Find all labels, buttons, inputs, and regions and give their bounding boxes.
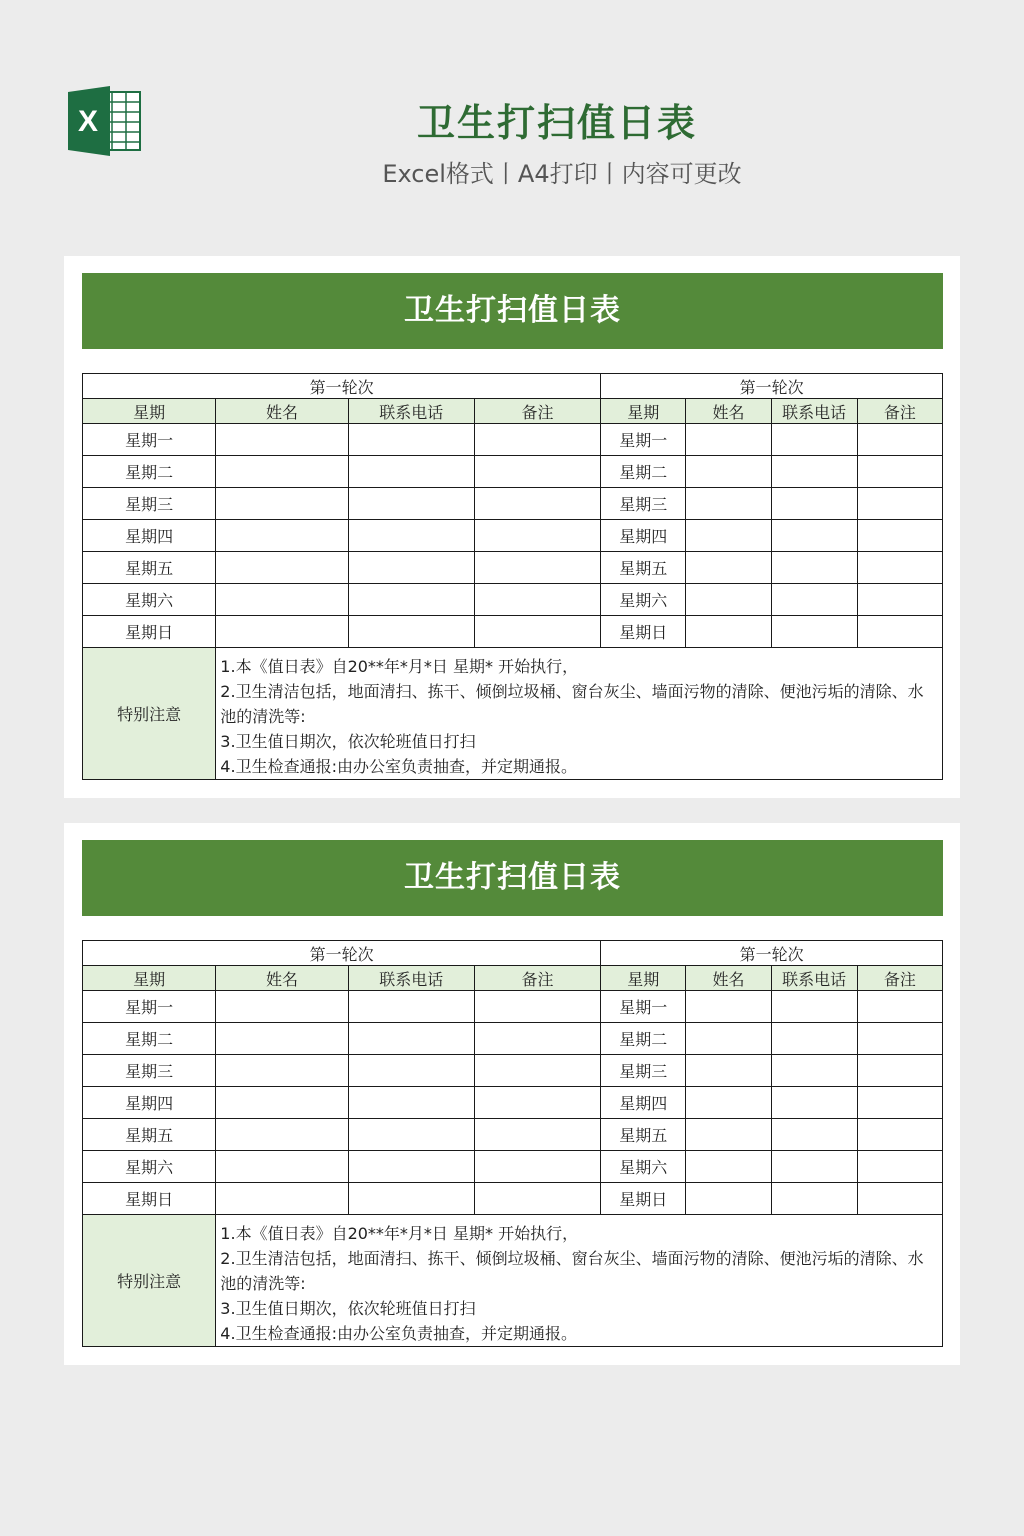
note-line: 1.本《值日表》自20**年*月*日 星期* 开始执行， [220, 1224, 579, 1243]
phone-cell[interactable] [348, 1087, 474, 1119]
name-cell[interactable] [216, 1087, 348, 1119]
phone-cell[interactable] [771, 584, 857, 616]
phone-cell[interactable] [771, 520, 857, 552]
day-label: 星期二 [601, 1023, 686, 1055]
day-label: 星期三 [601, 488, 686, 520]
phone-cell[interactable] [348, 991, 474, 1023]
table-row [83, 1055, 943, 1087]
phone-cell[interactable] [348, 1055, 474, 1087]
table-row [83, 456, 943, 488]
phone-cell[interactable] [771, 1183, 857, 1215]
remark-cell[interactable] [857, 1119, 942, 1151]
day-label: 星期五 [601, 552, 686, 584]
column-header: 星期 [601, 966, 686, 991]
notes-row [83, 648, 943, 780]
day-label: 星期六 [83, 584, 216, 616]
remark-cell[interactable] [857, 1183, 942, 1215]
phone-cell[interactable] [771, 1119, 857, 1151]
phone-cell[interactable] [348, 488, 474, 520]
remark-cell[interactable] [474, 1151, 600, 1183]
table-row [83, 1151, 943, 1183]
phone-cell[interactable] [771, 488, 857, 520]
left-round-label: 第一轮次 [83, 941, 601, 966]
name-cell[interactable] [216, 424, 348, 456]
table-row [83, 488, 943, 520]
table-row [83, 991, 943, 1023]
remark-cell[interactable] [857, 584, 942, 616]
day-label: 星期四 [83, 520, 216, 552]
day-label: 星期日 [601, 1183, 686, 1215]
day-label: 星期一 [83, 991, 216, 1023]
name-cell[interactable] [686, 552, 771, 584]
notes-row [83, 1215, 943, 1347]
name-cell[interactable] [686, 424, 771, 456]
name-cell[interactable] [686, 1151, 771, 1183]
name-cell[interactable] [686, 1119, 771, 1151]
notes-body [216, 1215, 943, 1347]
column-header: 备注 [474, 399, 600, 424]
remark-cell[interactable] [857, 424, 942, 456]
name-cell[interactable] [686, 991, 771, 1023]
duty-sheet-card [64, 256, 960, 798]
note-line: 2.卫生清洁包括，地面清扫、拣干、倾倒垃圾桶、窗台灰尘、墙面污物的清除、便池污垢的清除、水池的清洗等: [220, 682, 924, 726]
column-header: 联系电话 [348, 966, 474, 991]
remark-cell[interactable] [857, 1055, 942, 1087]
column-header: 星期 [601, 399, 686, 424]
remark-cell[interactable] [857, 616, 942, 648]
phone-cell[interactable] [348, 424, 474, 456]
duty-table [82, 940, 943, 1347]
table-row [83, 424, 943, 456]
phone-cell[interactable] [348, 616, 474, 648]
table-row [83, 520, 943, 552]
day-label: 星期日 [83, 616, 216, 648]
table-row [83, 584, 943, 616]
name-cell[interactable] [216, 1119, 348, 1151]
name-cell[interactable] [686, 488, 771, 520]
table-row [83, 552, 943, 584]
name-cell[interactable] [216, 488, 348, 520]
phone-cell[interactable] [771, 552, 857, 584]
name-cell[interactable] [216, 1183, 348, 1215]
remark-cell[interactable] [857, 991, 942, 1023]
column-header: 姓名 [216, 399, 348, 424]
table-row [83, 1023, 943, 1055]
table-row [83, 1087, 943, 1119]
remark-cell[interactable] [474, 1055, 600, 1087]
phone-cell[interactable] [348, 520, 474, 552]
remark-cell[interactable] [474, 1023, 600, 1055]
note-line: 4.卫生检查通报:由办公室负责抽查，并定期通报。 [220, 757, 577, 776]
remark-cell[interactable] [857, 488, 942, 520]
day-label: 星期三 [601, 1055, 686, 1087]
phone-cell[interactable] [348, 552, 474, 584]
phone-cell[interactable] [348, 584, 474, 616]
note-line: 3.卫生值日期次，依次轮班值日打扫 [220, 732, 476, 751]
phone-cell[interactable] [771, 991, 857, 1023]
day-label: 星期日 [83, 1183, 216, 1215]
column-header: 联系电话 [771, 966, 857, 991]
name-cell[interactable] [686, 520, 771, 552]
day-label: 星期二 [601, 456, 686, 488]
remark-cell[interactable] [474, 991, 600, 1023]
name-cell[interactable] [686, 1087, 771, 1119]
phone-cell[interactable] [348, 1183, 474, 1215]
phone-cell[interactable] [771, 424, 857, 456]
remark-cell[interactable] [474, 520, 600, 552]
page-subtitle: Excel格式丨A4打印丨内容可更改 [382, 160, 742, 188]
day-label: 星期一 [601, 424, 686, 456]
name-cell[interactable] [216, 1023, 348, 1055]
name-cell[interactable] [216, 456, 348, 488]
excel-logo-letter: X [77, 105, 99, 138]
remark-cell[interactable] [857, 552, 942, 584]
day-label: 星期五 [601, 1119, 686, 1151]
day-label: 星期六 [601, 1151, 686, 1183]
phone-cell[interactable] [771, 1087, 857, 1119]
column-header-row [83, 399, 943, 424]
column-header: 姓名 [686, 399, 771, 424]
remark-cell[interactable] [474, 424, 600, 456]
day-label: 星期四 [601, 1087, 686, 1119]
table-row [83, 1119, 943, 1151]
phone-cell[interactable] [771, 1023, 857, 1055]
column-header: 星期 [83, 399, 216, 424]
column-header: 备注 [857, 399, 942, 424]
phone-cell[interactable] [771, 1151, 857, 1183]
name-cell[interactable] [686, 1183, 771, 1215]
page-header [0, 0, 1024, 240]
notes-label: 特别注意 [83, 648, 216, 780]
column-header: 备注 [474, 966, 600, 991]
right-round-label: 第一轮次 [601, 374, 943, 399]
notes-label: 特别注意 [83, 1215, 216, 1347]
phone-cell[interactable] [771, 1055, 857, 1087]
column-header: 备注 [857, 966, 942, 991]
name-cell[interactable] [216, 520, 348, 552]
remark-cell[interactable] [857, 456, 942, 488]
sheet-banner-title: 卫生打扫值日表 [82, 273, 943, 349]
remark-cell[interactable] [474, 584, 600, 616]
name-cell[interactable] [686, 584, 771, 616]
day-label: 星期四 [83, 1087, 216, 1119]
remark-cell[interactable] [474, 1119, 600, 1151]
remark-cell[interactable] [474, 1087, 600, 1119]
name-cell[interactable] [216, 1151, 348, 1183]
day-label: 星期日 [601, 616, 686, 648]
table-row [83, 616, 943, 648]
column-header: 星期 [83, 966, 216, 991]
day-label: 星期一 [83, 424, 216, 456]
left-round-label: 第一轮次 [83, 374, 601, 399]
day-label: 星期三 [83, 488, 216, 520]
day-label: 星期二 [83, 1023, 216, 1055]
remark-cell[interactable] [474, 456, 600, 488]
phone-cell[interactable] [771, 616, 857, 648]
round-header-row [83, 374, 943, 399]
table-row [83, 1183, 943, 1215]
remark-cell[interactable] [474, 488, 600, 520]
column-header-row [83, 966, 943, 991]
note-line: 3.卫生值日期次，依次轮班值日打扫 [220, 1299, 476, 1318]
remark-cell[interactable] [857, 520, 942, 552]
phone-cell[interactable] [348, 1119, 474, 1151]
round-header-row [83, 941, 943, 966]
day-label: 星期一 [601, 991, 686, 1023]
day-label: 星期二 [83, 456, 216, 488]
day-label: 星期五 [83, 552, 216, 584]
name-cell[interactable] [216, 1055, 348, 1087]
column-header: 联系电话 [771, 399, 857, 424]
sheet-banner-title: 卫生打扫值日表 [82, 840, 943, 916]
remark-cell[interactable] [474, 1183, 600, 1215]
day-label: 星期三 [83, 1055, 216, 1087]
right-round-label: 第一轮次 [601, 941, 943, 966]
notes-body [216, 648, 943, 780]
name-cell[interactable] [216, 616, 348, 648]
name-cell[interactable] [686, 1055, 771, 1087]
duty-table [82, 373, 943, 780]
name-cell[interactable] [686, 616, 771, 648]
remark-cell[interactable] [474, 552, 600, 584]
day-label: 星期六 [601, 584, 686, 616]
remark-cell[interactable] [857, 1151, 942, 1183]
phone-cell[interactable] [348, 1151, 474, 1183]
column-header: 姓名 [216, 966, 348, 991]
remark-cell[interactable] [474, 616, 600, 648]
day-label: 星期六 [83, 1151, 216, 1183]
phone-cell[interactable] [771, 456, 857, 488]
note-line: 2.卫生清洁包括，地面清扫、拣干、倾倒垃圾桶、窗台灰尘、墙面污物的清除、便池污垢的清除、水池的清洗等: [220, 1249, 924, 1293]
duty-sheet-card [64, 823, 960, 1365]
name-cell[interactable] [216, 584, 348, 616]
day-label: 星期四 [601, 520, 686, 552]
note-line: 1.本《值日表》自20**年*月*日 星期* 开始执行， [220, 657, 579, 676]
remark-cell[interactable] [857, 1023, 942, 1055]
column-header: 联系电话 [348, 399, 474, 424]
remark-cell[interactable] [857, 1087, 942, 1119]
name-cell[interactable] [686, 456, 771, 488]
day-label: 星期五 [83, 1119, 216, 1151]
phone-cell[interactable] [348, 1023, 474, 1055]
name-cell[interactable] [216, 552, 348, 584]
page-title: 卫生打扫值日表 [416, 101, 697, 145]
phone-cell[interactable] [348, 456, 474, 488]
column-header: 姓名 [686, 966, 771, 991]
note-line: 4.卫生检查通报:由办公室负责抽查，并定期通报。 [220, 1324, 577, 1343]
name-cell[interactable] [686, 1023, 771, 1055]
name-cell[interactable] [216, 991, 348, 1023]
